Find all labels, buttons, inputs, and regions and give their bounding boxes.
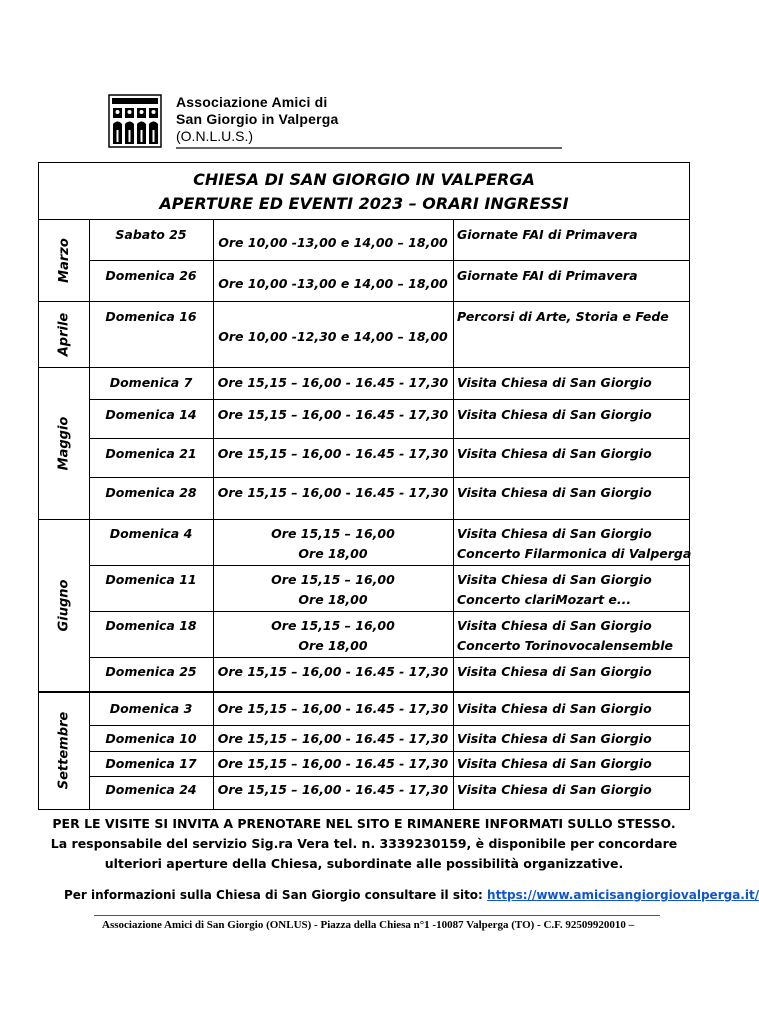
row-event-secondary: Concerto Filarmonica di Valperga [457,546,692,561]
table-title-line1: CHIESA DI SAN GIORGIO IN VALPERGA [193,170,535,189]
column-divider [213,220,214,809]
row-day: Domenica 11 [105,572,197,587]
row-event: Visita Chiesa di San Giorgio [457,701,652,716]
row-event: Visita Chiesa di San Giorgio [457,782,652,797]
row-event: Visita Chiesa di San Giorgio [457,756,652,771]
row-time: Ore 15,15 – 16,00 - 16.45 - 17,30 [217,375,449,390]
row-day: Domenica 10 [105,731,197,746]
row-event: Visita Chiesa di San Giorgio [457,664,652,679]
month-divider [39,691,689,693]
row-time: Ore 15,15 – 16,00 - 16.45 - 17,30 [217,782,449,797]
month-divider [39,367,689,368]
info-text: Per informazioni sulla Chiesa di San Giorgio consultare il sito: [64,888,488,902]
booking-notice [38,814,690,874]
row-event: Giornate FAI di Primavera [457,268,638,283]
row-divider [89,477,689,478]
row-divider [89,657,689,658]
row-time: Ore 15,15 – 16,00 - 16.45 - 17,30 [217,407,449,422]
row-event-secondary: Concerto Torinovocalensemble [457,638,673,653]
row-time-secondary: Ore 18,00 [298,546,368,561]
row-day: Domenica 17 [105,756,197,771]
row-event: Visita Chiesa di San Giorgio [457,446,652,461]
row-day: Domenica 25 [105,664,197,679]
table-title-line2: APERTURE ED EVENTI 2023 – ORARI INGRESSI [159,194,569,213]
row-time: Ore 15,15 – 16,00 - 16.45 - 17,30 [217,485,449,500]
row-time: Ore 15,15 – 16,00 - 16.45 - 17,30 [217,756,449,771]
month-divider [39,301,689,302]
row-time: Ore 15,15 – 16,00 - 16.45 - 17,30 [217,701,449,716]
table-title [39,163,689,220]
row-time-secondary: Ore 18,00 [298,592,368,607]
row-day: Sabato 25 [115,227,187,242]
month-label-maggio: Maggio [56,416,72,470]
website-link[interactable]: https://www.amicisangiorgiovalperga.it/ [487,888,759,902]
row-time: Ore 15,15 – 16,00 - 16.45 - 17,30 [217,446,449,461]
row-divider [89,776,689,777]
footer-address: Associazione Amici di San Giorgio (ONLUS) - Piazza della Chiesa n°1 -10087 Valperga (TO) - C.F. 92509920010 – [102,919,635,931]
row-event: Visita Chiesa di San Giorgio [457,375,652,390]
org-name-line2: San Giorgio in Valperga [176,111,339,127]
row-day: Domenica 7 [109,375,193,390]
notice-line2: La responsabile del servizio Sig.ra Vera tel. n. 3339230159, è disponibile per concordare [50,836,678,851]
row-day: Domenica 14 [105,407,197,422]
row-event: Giornate FAI di Primavera [457,227,638,242]
row-day: Domenica 28 [105,485,197,500]
row-event: Visita Chiesa di San Giorgio [457,485,652,500]
row-day: Domenica 18 [105,618,197,633]
row-time: Ore 10,00 -13,00 e 14,00 – 18,00 [218,235,448,250]
row-time: Ore 15,15 – 16,00 [271,526,395,541]
row-time: Ore 10,00 -13,00 e 14,00 – 18,00 [218,276,448,291]
info-line [64,888,759,902]
row-event: Visita Chiesa di San Giorgio [457,731,652,746]
row-divider [89,260,689,261]
row-time: Ore 15,15 – 16,00 - 16.45 - 17,30 [217,731,449,746]
row-event: Visita Chiesa di San Giorgio [457,572,652,587]
footer-divider [94,915,660,916]
row-event: Percorsi di Arte, Storia e Fede [457,309,669,324]
row-day: Domenica 16 [105,309,197,324]
notice-line1: PER LE VISITE SI INVITA A PRENOTARE NEL SITO E RIMANERE INFORMATI SULLO STESSO. [52,816,676,831]
row-time: Ore 15,15 – 16,00 [271,618,395,633]
row-time: Ore 15,15 – 16,00 [271,572,395,587]
column-divider [453,220,454,809]
month-label-giugno: Giugno [56,579,72,631]
header-divider [176,147,562,149]
row-divider [89,751,689,752]
row-day: Domenica 24 [105,782,197,797]
row-time: Ore 15,15 – 16,00 - 16.45 - 17,30 [217,664,449,679]
organization-name [176,94,339,145]
row-time: Ore 10,00 -12,30 e 14,00 – 18,00 [218,329,448,344]
org-status: (O.N.L.U.S.) [176,128,254,144]
row-event: Visita Chiesa di San Giorgio [457,526,652,541]
association-logo [108,94,162,148]
row-day: Domenica 21 [105,446,197,461]
row-divider [89,399,689,400]
month-label-settembre: Settembre [56,711,72,789]
row-event-secondary: Concerto clariMozart e... [457,592,632,607]
month-label-aprile: Aprile [56,312,72,356]
row-divider [89,611,689,612]
month-divider [39,519,689,520]
row-day: Domenica 3 [109,701,193,716]
month-label-marzo: Marzo [56,238,72,283]
row-time-secondary: Ore 18,00 [298,638,368,653]
row-divider [89,725,689,726]
row-divider [89,438,689,439]
notice-line3: ulteriori aperture della Chiesa, subordinate alle possibilità organizzative. [104,856,624,871]
org-name-line1: Associazione Amici di [176,94,328,110]
row-day: Domenica 4 [109,526,193,541]
row-divider [89,565,689,566]
schedule-table [38,162,690,810]
row-day: Domenica 26 [105,268,197,283]
row-event: Visita Chiesa di San Giorgio [457,618,652,633]
row-event: Visita Chiesa di San Giorgio [457,407,652,422]
